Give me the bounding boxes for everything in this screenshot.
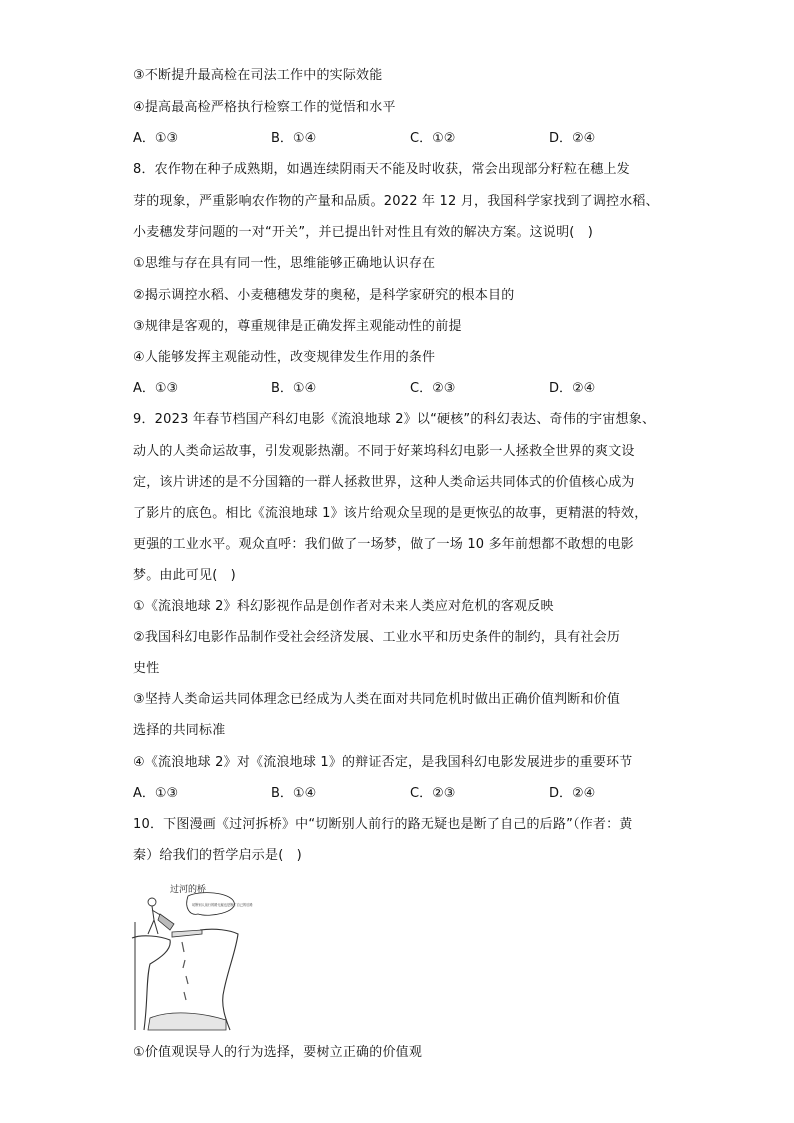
- q9-option-1: ①《流浪地球 2》科幻影视作品是创作者对未来人类应对危机的客观反映: [133, 599, 554, 614]
- q9-stem-1: 9．2023 年春节档国产科幻电影《流浪地球 2》以“硬核”的科幻表达、奇伟的宇宙想象、: [133, 412, 656, 427]
- q10-stem-2: 秦）给我们的哲学启示是( ): [133, 848, 302, 863]
- speech-text: 切断别人前行的路无疑也是断了自己的后路: [192, 903, 253, 907]
- choice-a: A．①③: [133, 131, 179, 146]
- choice-d: D．②④: [549, 381, 596, 396]
- q9-option-3a: ③坚持人类命运共同体理念已经成为人类在面对共同危机时做出正确价值判断和价值: [133, 692, 621, 707]
- q9-option-3b: 选择的共同标准: [133, 723, 226, 738]
- q8-answer-choices: [133, 381, 673, 397]
- choice-b: B．①④: [271, 381, 317, 396]
- q8-option-1: ①思维与存在具有同一性，思维能够正确地认识存在: [133, 256, 436, 271]
- choice-c: C．②③: [410, 381, 456, 396]
- choice-d: D．②④: [549, 786, 596, 801]
- falling-debris: [182, 942, 188, 1000]
- cartoon-bridge-illustration: [130, 880, 253, 1030]
- q9-stem-6: 梦。由此可见( ): [133, 568, 236, 583]
- choice-c: C．①②: [410, 131, 456, 146]
- q9-stem-5: 更强的工业水平。观众直呼：我们做了一场梦，做了一场 10 多年前想都不敢想的电影: [133, 537, 634, 552]
- q9-answer-choices: [133, 786, 673, 802]
- q8-stem-3: 小麦穗发芽问题的一对“开关”，并已提出针对性且有效的解决方案。这说明( ): [133, 225, 594, 240]
- q10-option-1: ①价值观误导人的行为选择，要树立正确的价值观: [133, 1045, 423, 1060]
- q9-option-2a: ②我国科幻电影作品制作受社会经济发展、工业水平和历史条件的制约，具有社会历: [133, 630, 621, 645]
- choice-a: A．①③: [133, 786, 179, 801]
- q7-option-3: ③不断提升最高检在司法工作中的实际效能: [133, 68, 383, 83]
- q9-stem-2: 动人的人类命运故事，引发观影热潮。不同于好莱坞科幻电影一人拯救全世界的爽文设: [133, 444, 635, 459]
- q7-option-4: ④提高最高检严格执行检察工作的觉悟和水平: [133, 100, 396, 115]
- cartoon-title: 过河的桥: [170, 885, 207, 895]
- person-head: [148, 898, 156, 906]
- q10-stem-1: 10．下图漫画《过河拆桥》中“切断别人前行的路无疑也是断了自己的后路”（作者：黄: [133, 817, 633, 832]
- choice-c: C．②③: [410, 786, 456, 801]
- q8-option-2: ②揭示调控水稻、小麦穗穗发芽的奥秘，是科学家研究的根本目的: [133, 288, 515, 303]
- choice-d: D．②④: [549, 131, 596, 146]
- choice-b: B．①④: [271, 786, 317, 801]
- broken-bridge: [172, 930, 202, 937]
- choice-a: A．①③: [133, 381, 179, 396]
- q9-stem-4: 了影片的底色。相比《流浪地球 1》该片给观众呈现的是更恢弘的故事，更精湛的特效，: [133, 506, 648, 521]
- q9-option-2b: 史性: [133, 661, 160, 676]
- river-bottom: [148, 1013, 226, 1030]
- q8-stem-1: 8．农作物在种子成熟期，如遇连续阴雨天不能及时收获，常会出现部分籽粒在穗上发: [133, 162, 630, 177]
- q9-option-4: ④《流浪地球 2》对《流浪地球 1》的辩证否定，是我国科幻电影发展进步的重要环节: [133, 755, 633, 770]
- q8-option-4: ④人能够发挥主观能动性，改变规律发生作用的条件: [133, 350, 436, 365]
- q8-option-3: ③规律是客观的，尊重规律是正确发挥主观能动性的前提: [133, 319, 462, 334]
- q8-stem-2: 芽的现象，严重影响农作物的产量和品质。2022 年 12 月，我国科学家找到了调控水稻、: [133, 194, 659, 209]
- q7-answer-choices: [133, 131, 673, 147]
- choice-b: B．①④: [271, 131, 317, 146]
- q9-stem-3: 定，该片讲述的是不分国籍的一群人拯救世界，这种人类命运共同体式的价值核心成为: [133, 475, 635, 490]
- saw-plank: [158, 914, 174, 930]
